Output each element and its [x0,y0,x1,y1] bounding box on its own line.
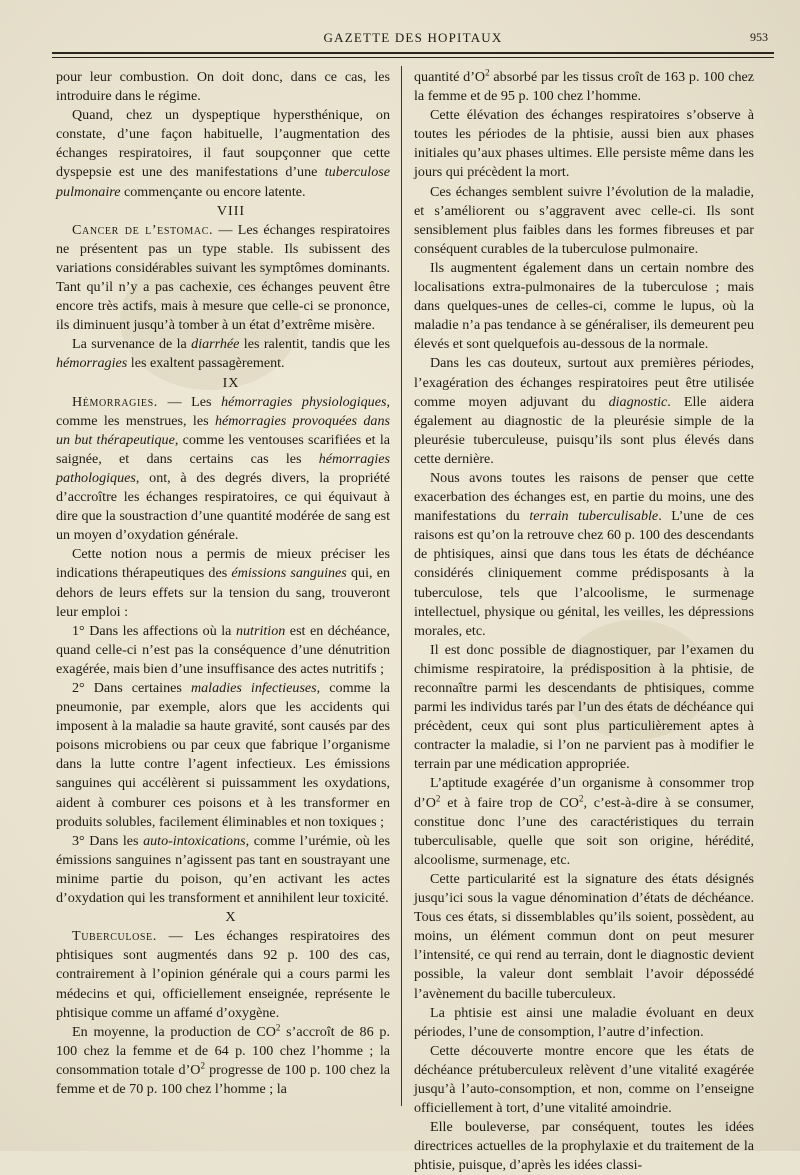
paragraph: Dans les cas douteux, surtout aux premières périodes, l’exagération des échanges respiratoires peut être utilisée comme moyen adjuvant du diagnostic. Elle aidera également au diagnostic de la pleurésie simple de la pleurésie tuberculeuse, puisqu’ils sont plus élevés dans cette dernière. [414,355,754,467]
page-header [52,30,774,50]
page-number: 953 [750,30,768,44]
section-lead: Cancer de l’estomac. [72,221,214,238]
paragraph: quantité $d’O^2$ absorbé par les tissus croît de 163 p. 100 chez la femme et de 95 p. 100 chez l’homme. [414,67,755,105]
paragraph: pour leur combustion. On doit donc, dans ce cas, les introduire dans le régime. [56,69,390,105]
paragraph: Hémorragies. — Les hémorragies physiologiques, comme les menstrues, les hémorragies provoquées dans un but thérapeutique, comme les ventouses scarifiées et la saignée, et dans certains cas les hémorragies pathologiques, ont, à des degrés divers, la propriété d’accroître les échanges respiratoires, ce qui équivaut à dire que la soustraction d’une quantité modérée de sang est un moyen d’oxydation générale. [56,393,391,544]
paragraph: 1° Dans les affections où la nutrition est en déchéance, quand celle-ci n’est pas la conséquence d’une dénutrition exagérée, mais bien d’une insuffisance des actes nutritifs ; [56,622,390,677]
paragraph: La survenance de la diarrhée les ralentit, tandis que les hémorragies les exaltent passagèrement. [56,336,390,372]
header-rule-thick [52,52,774,54]
section-heading-x: X [225,909,237,926]
paragraph: Cette élévation des échanges respiratoires s’observe à toutes les périodes de la phtisie, aussi bien aux phases initiales qu’aux phases ultimes. Elle persiste même dans les jours qui précèdent la mort. [414,107,754,181]
paragraph: Ils augmentent également dans un certain nombre des localisations extra-pulmonaires de la tuberculose ; mais dans quelques-unes de celles-ci, comme le lupus, où la maladie n’a pas tendance à se généraliser, ils demeurent peu élevés et sont quelquefois au-dessous de la normale. [414,259,754,353]
section-lead: Hémorragies. [72,393,158,410]
paragraph: En moyenne, la production de $CO^2$ s’accroît de 86 p. 100 chez la femme et de 64 p. 100 chez l’homme ; la consommation totale $d’O^2$ progresse de 100 p. 100 chez la femme et de 70 p. 100 chez l’homme ; la [56,1022,390,1097]
running-title: GAZETTE DES HOPITAUX [323,30,503,45]
paragraph: Quand, chez un dyspeptique hypersthénique, on constate, d’une façon habituelle, l’augmentation des échanges respiratoires, il faut soupçonner que cette dyspepsie est une des manifestations d’une tuberculose pulmonaire commençante ou encore latente. [56,107,390,200]
paragraph: Il est donc possible de diagnostiquer, par l’examen du chimisme respiratoire, la prédisposition à la phtisie, de reconnaître parmi les descendants de phtisiques, comme parmi les individus tarés par l’un des états de déchéance qui précèdent, ceux qui sont plus particulièrement aptes à contracter la maladie, si l’on ne parvient pas à modifier le terrain par une médication appropriée. [414,641,754,773]
left-column [56,68,390,1099]
paragraph: 2° Dans certaines maladies infectieuses, comme la pneumonie, par exemple, alors que les accidents qui imposent à la maladie sa haute gravité, sont causés par des poisons microbiens ou par ceux que fabrique l’organisme dans la lutte contre l’agent infectieux. Les émissions sanguines qui accélèrent si puissamment les oxydations, aident à comburer ces poisons et à les transformer en produits solubles, facilement éliminables et non toxiques ; [56,680,390,830]
header-rule-thin [52,57,774,58]
paragraph: Ces échanges semblent suivre l’évolution de la maladie, et s’améliorent ou s’aggravent avec celle-ci. Ils sont sensiblement plus faibles dans les formes fibreuses et par conséquent curables de la tuberculose pulmonaire. [414,183,754,257]
paragraph: Cette découverte montre encore que les états de déchéance prétuberculeux relèvent d’une vitalité exagérée jusqu’à l’auto-consomption, et non, comme on l’enseigne officiellement à tort, d’une vitalité amoindrie. [414,1042,754,1117]
column-divider [401,66,402,1106]
section-heading-ix: IX [222,374,240,391]
paragraph: Cancer de l’estomac. — Les échanges respiratoires ne présentent pas un type stable. Ils subissent des variations considérables suivant les symptômes dominants. Tant qu’il n’y a pas cachexie, ces échanges peuvent être encore très actifs, mais à mesure que celle-ci se prononce, ils diminuent jusqu’à tomber à un état d’extrême misère. [56,221,390,334]
paragraph: Tuberculose. — Les échanges respiratoires des phtisiques sont augmentés dans 92 p. 100 des cas, contrairement à l’opinion générale qui a cours parmi les médecins et qui, officiellement enseignée, représente le phtisique comme un affamé d’oxygène. [56,928,390,1021]
paragraph: Cette particularité est la signature des états désignés jusqu’ici sous la vague dénomination d’états de déchéance. Tous ces états, si dissemblables qu’ils soient, possèdent, au moins, un élément commun dont on peut mesurer l’intensité, ce qui rend au terrain, dont le diagnostic devient possible, la valeur dont semblait l’avoir dépossédé l’avènement du bacille tuberculeux. [414,870,754,1002]
section-lead: Tuberculose. [72,928,157,945]
paragraph: Nous avons toutes les raisons de penser que cette exacerbation des échanges est, en partie du moins, une des manifestations du terrain tuberculisable. L’une de ces raisons est qu’on la retrouve chez 60 p. 100 des descendants de phtisiques, ainsi que dans tous les états de déchéance considérés cliniquement comme prédisposants à la tuberculose, tels que l’alcoolisme, le surmenage intellectuel, physique ou génital, les veilles, les dépressions morales, etc. [414,469,754,639]
section-heading-viii: VIII [216,202,246,219]
paragraph: Cette notion nous a permis de mieux préciser les indications thérapeutiques des émissions sanguines qui, en dehors de leurs effets sur la tension du sang, trouveront leur emploi : [56,546,390,620]
paragraph: Elle bouleverse, par conséquent, toutes les idées directrices actuelles de la prophylaxie et du traitement de la phtisie, puisque, d’après les idées classi- [414,1119,754,1174]
paragraph: L’aptitude exagérée d’un organisme à consommer trop $d’O^2$ et à faire trop de $CO^2$, c’est-à-dire à se consumer, constitue donc l’une des caractéristiques du terrain tuberculisable, quelle que soit son origine, hérédité, alcoolisme, surmenage, etc. [414,775,754,868]
paragraph: La phtisie est ainsi une maladie évoluant en deux périodes, l’une de consomption, l’autre d’infection. [414,1004,754,1040]
right-column [414,68,754,1175]
paragraph: 3° Dans les auto-intoxications, comme l’urémie, où les émissions sanguines n’agissent pas tant en soustrayant une minime partie du poison, qu’en activant les actes d’oxydation qui les transforment et annihilent leur toxicité. [56,832,390,907]
